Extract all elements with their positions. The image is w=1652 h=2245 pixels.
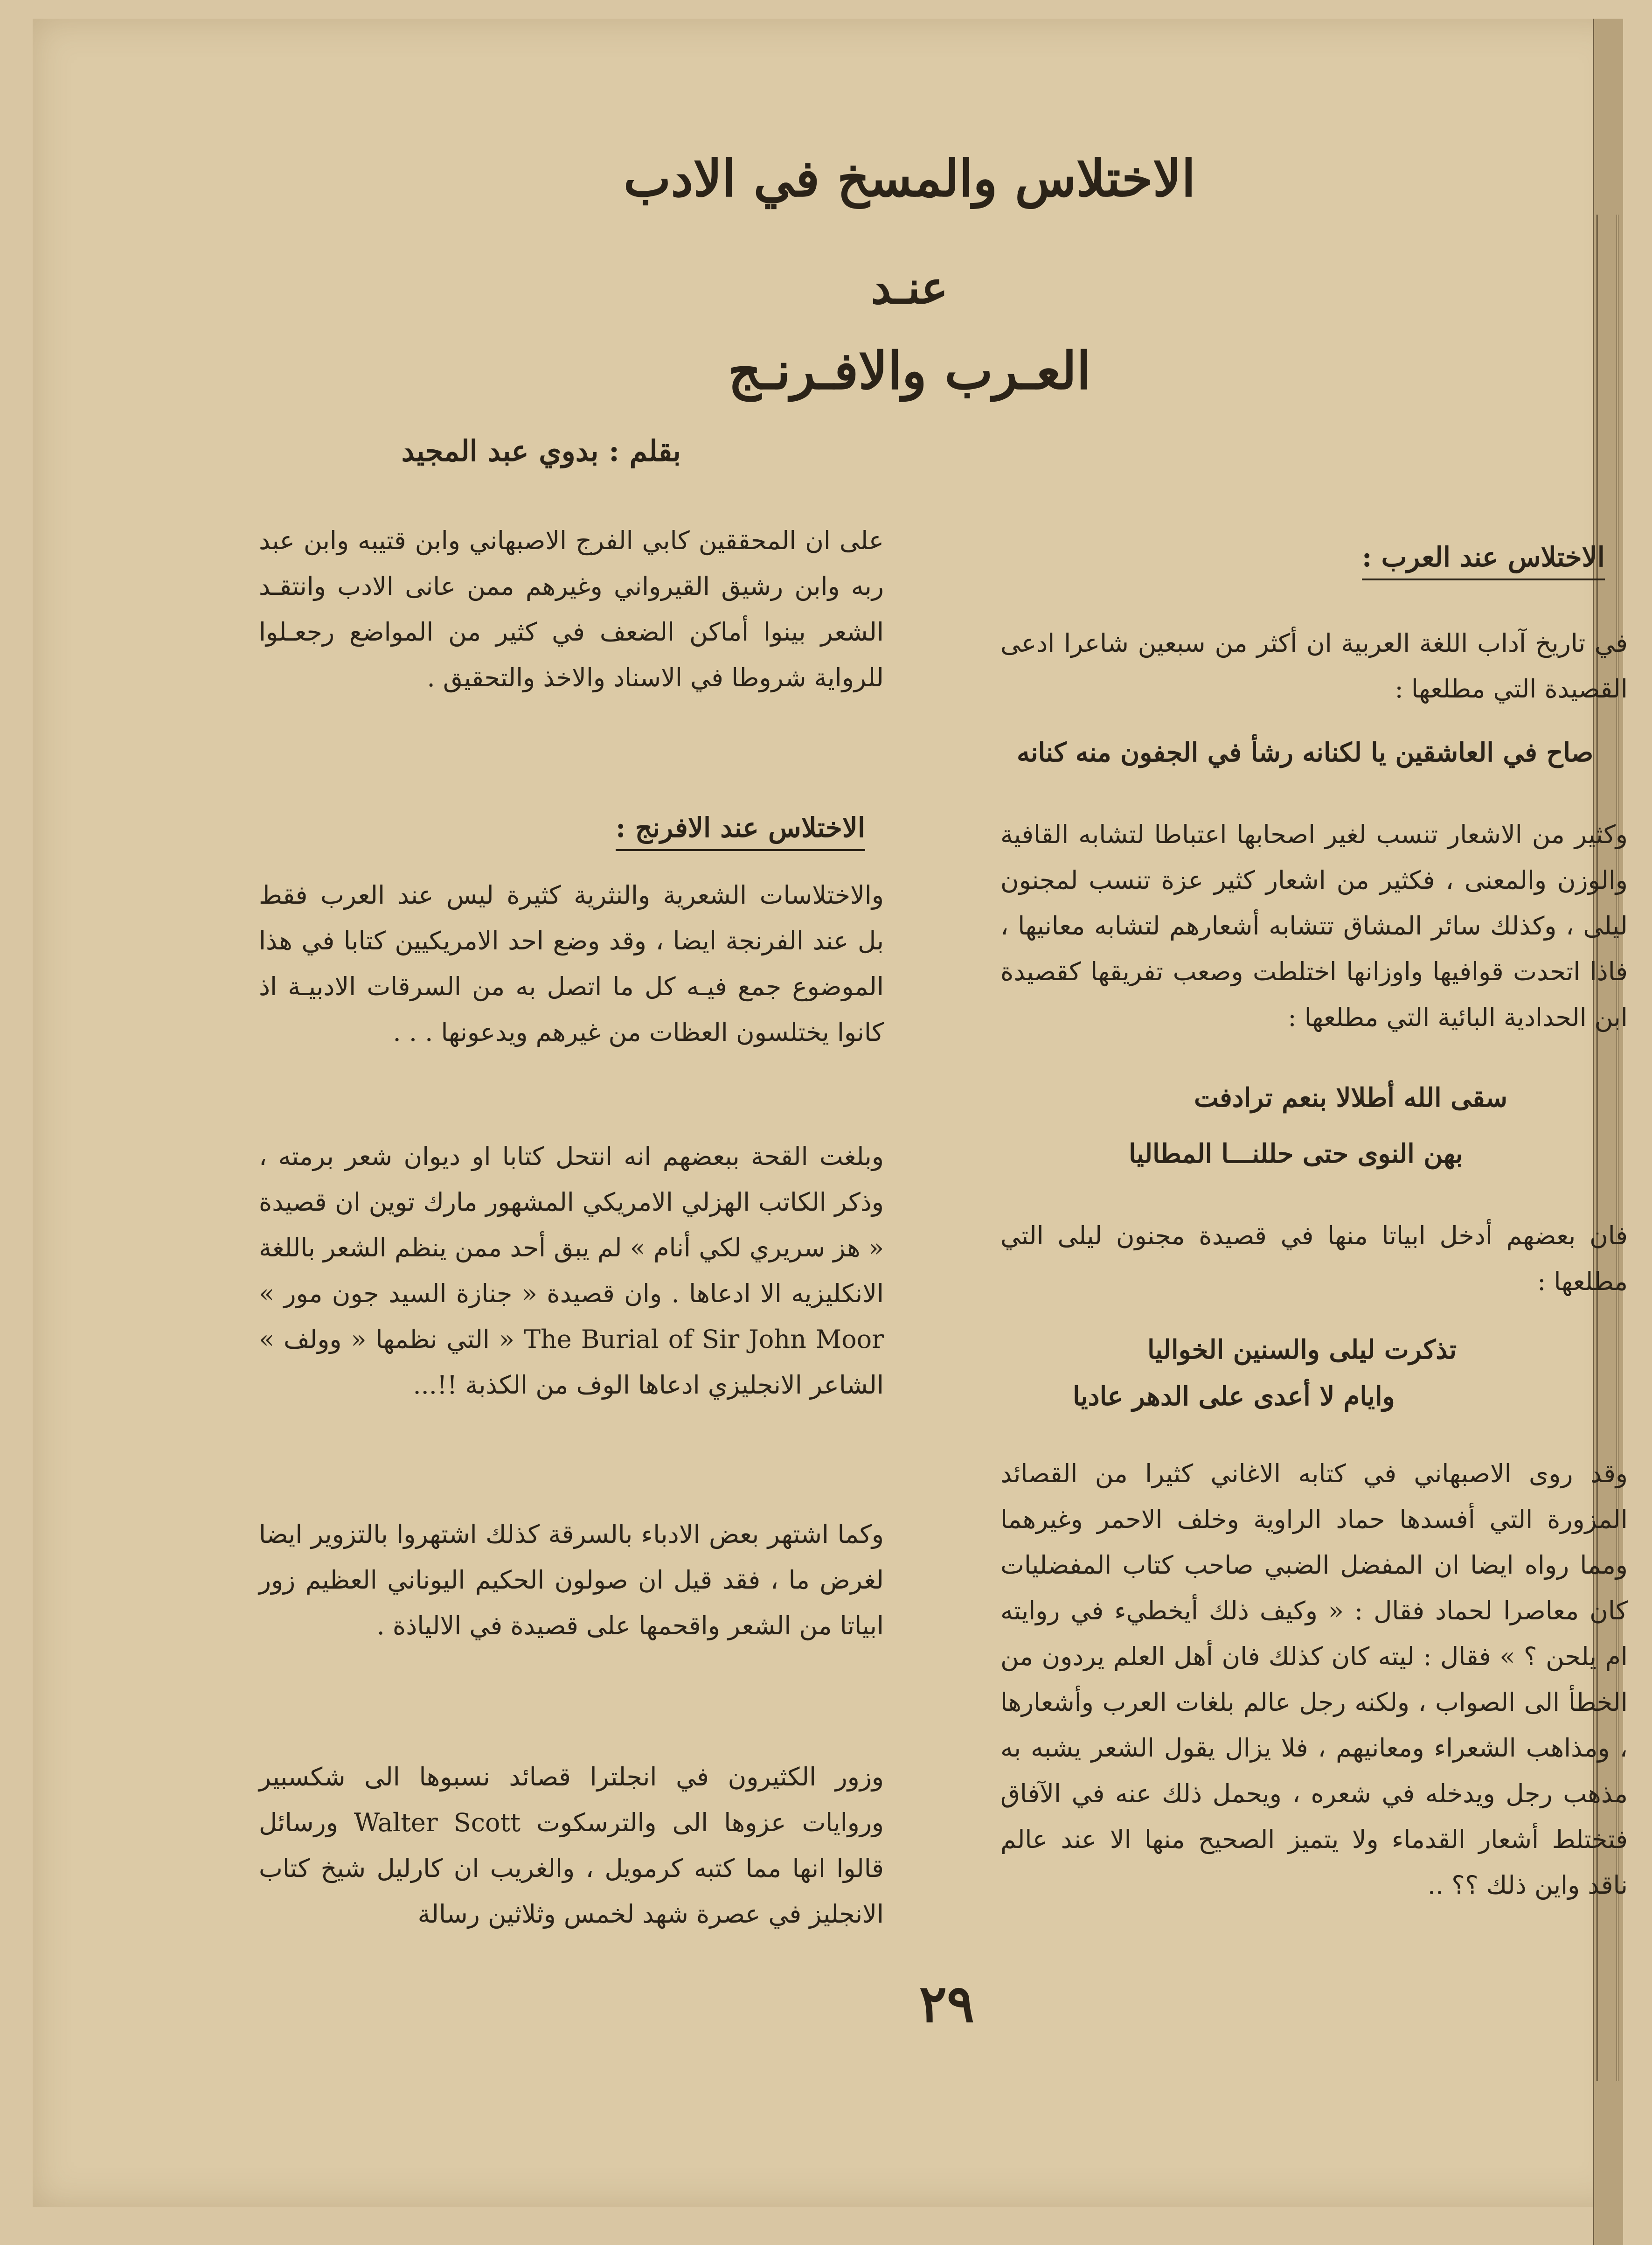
verse-1: صاح في العاشقين يا لكنانه رشأ في الجفون منه كنانه: [1017, 737, 1594, 768]
page-number: ٢٩: [919, 1973, 975, 2034]
verse-2b: بهن النوى حتى حللنـــا المطاليا: [1129, 1138, 1463, 1169]
left-paragraph-2: والاختلاسات الشعرية والنثرية كثيرة ليس عند العرب فقط بل عند الفرنجة ايضا ، وقد وضع احد الامريكيين كتابا في هذا الموضوع جمع فيـه كل ما اتصل به من السرقات الادبيـة اذ كانوا يختلسون العظات من غيرهم ويدعونها . . .: [259, 880, 884, 1047]
verse-3a: تذكرت ليلى والسنين الخواليا: [1147, 1334, 1457, 1365]
left-paragraph-3: وبلغت القحة ببعضهم انه انتحل كتابا او ديوان شعر برمته ، وذكر الكاتب الهزلي الامريكي المشهور مارك توين ان قصيدة « هز سريري لكي أنام » لم يبق أحد ممن ينظم الشعر باللغة الانكليزيه الا ادعاها . وان قصيدة « جنازة السيد جون مور » The Burial of Sir John Moor « التي نظمها « وولف » الشاعر الانجليزي ادعاها الوف من الكذبة !!...: [259, 1142, 884, 1400]
right-paragraph-4: وقد روى الاصبهاني في كتابه الاغاني كثيرا من القصائد المزورة التي أفسدها حماد الراوية وخلف الاحمر وغيرهما ومما رواه ايضا ان المفضل الضبي صاحب كتاب المفضليات كان معاصرا لحماد فقال : « وكيف ذلك أيخطيء في روايته ام يلحن ؟ » فقال : ليته كان كذلك فان أهل العلم يردون من الخطأ الى الصواب ، ولكنه رجل عالم بلغات العرب وأشعارها ، ومذاهب الشعراء ومعانيهم ، فلا يزال يقول الشعر يشبه به مذهب رجل ويدخله في شعره ، ويحمل ذلك عنه في الآفاق فتختلط أشعار القدماء ولا يتميز الصحيح منها الا عند عالم ناقد واين ذلك ؟؟ ..: [1000, 1459, 1628, 1900]
left-paragraph-5: وزور الكثيرون في انجلترا قصائد نسبوها الى شكسبير وروايات عزوها الى والترسكوت Walter Scott ورسائل قالوا انها مما كتبه كرمويل ، والغريب ان كارليل شيخ كتاب الانجليز في عصرة شهد لخمس وثلاثين رسالة: [259, 1762, 884, 1929]
article-subtitle: عنـد: [871, 261, 948, 314]
article-subtitle-2: العـرب والافـرنـج: [728, 341, 1091, 401]
author-byline: بقلم : بدوي عبد المجيد: [401, 434, 681, 468]
left-section-heading: الاختلاس عند الافرنج :: [616, 812, 865, 851]
right-paragraph-2: وكثير من الاشعار تنسب لغير اصحابها اعتباطا لتشابه القافية والوزن والمعنى ، فكثير من اشعار كثير عزة تنسب لمجنون ليلى ، وكذلك سائر المشاق تتشابه أشعارهم لتشابه معانيها ، فاذا اتحدت قوافيها واوزانها اختلطت وصعب تفريقها كقصيدة ابن الحدادية البائية التي مطلعها :: [1000, 820, 1628, 1032]
verse-3b: وايام لا أعدى على الدهر عاديا: [1073, 1381, 1395, 1412]
right-paragraph-1: في تاريخ آداب اللغة العربية ان أكثر من سبعين شاعرا ادعى القصيدة التي مطلعها :: [1000, 628, 1628, 704]
verse-2a: سقى الله أطلالا بنعم ترادفت: [1194, 1082, 1508, 1113]
left-paragraph-1: على ان المحققين كابي الفرج الاصبهاني وابن قتيبه وابن عبد ربه وابن رشيق القيرواني وغيرهم ممن عانى الادب وانتقـد الشعر بينوا أماكن الضعف في كثير من المواضع رجعـلوا للرواية شروطا في الاسناد والاخذ والتحقيق .: [259, 526, 884, 692]
article-title: الاختلاس والمسخ في الادب: [623, 149, 1196, 208]
right-section-heading: الاختلاس عند العرب :: [1362, 541, 1605, 580]
left-paragraph-4: وكما اشتهر بعض الادباء بالسرقة كذلك اشتهروا بالتزوير ايضا لغرض ما ، فقد قيل ان صولون الحكيم اليوناني العظيم زور ابياتا من الشعر واقحمها على قصيدة في الالياذة .: [259, 1520, 884, 1640]
right-paragraph-3: فان بعضهم أدخل ابياتا منها في قصيدة مجنون ليلى التي مطلعها :: [1000, 1221, 1628, 1296]
